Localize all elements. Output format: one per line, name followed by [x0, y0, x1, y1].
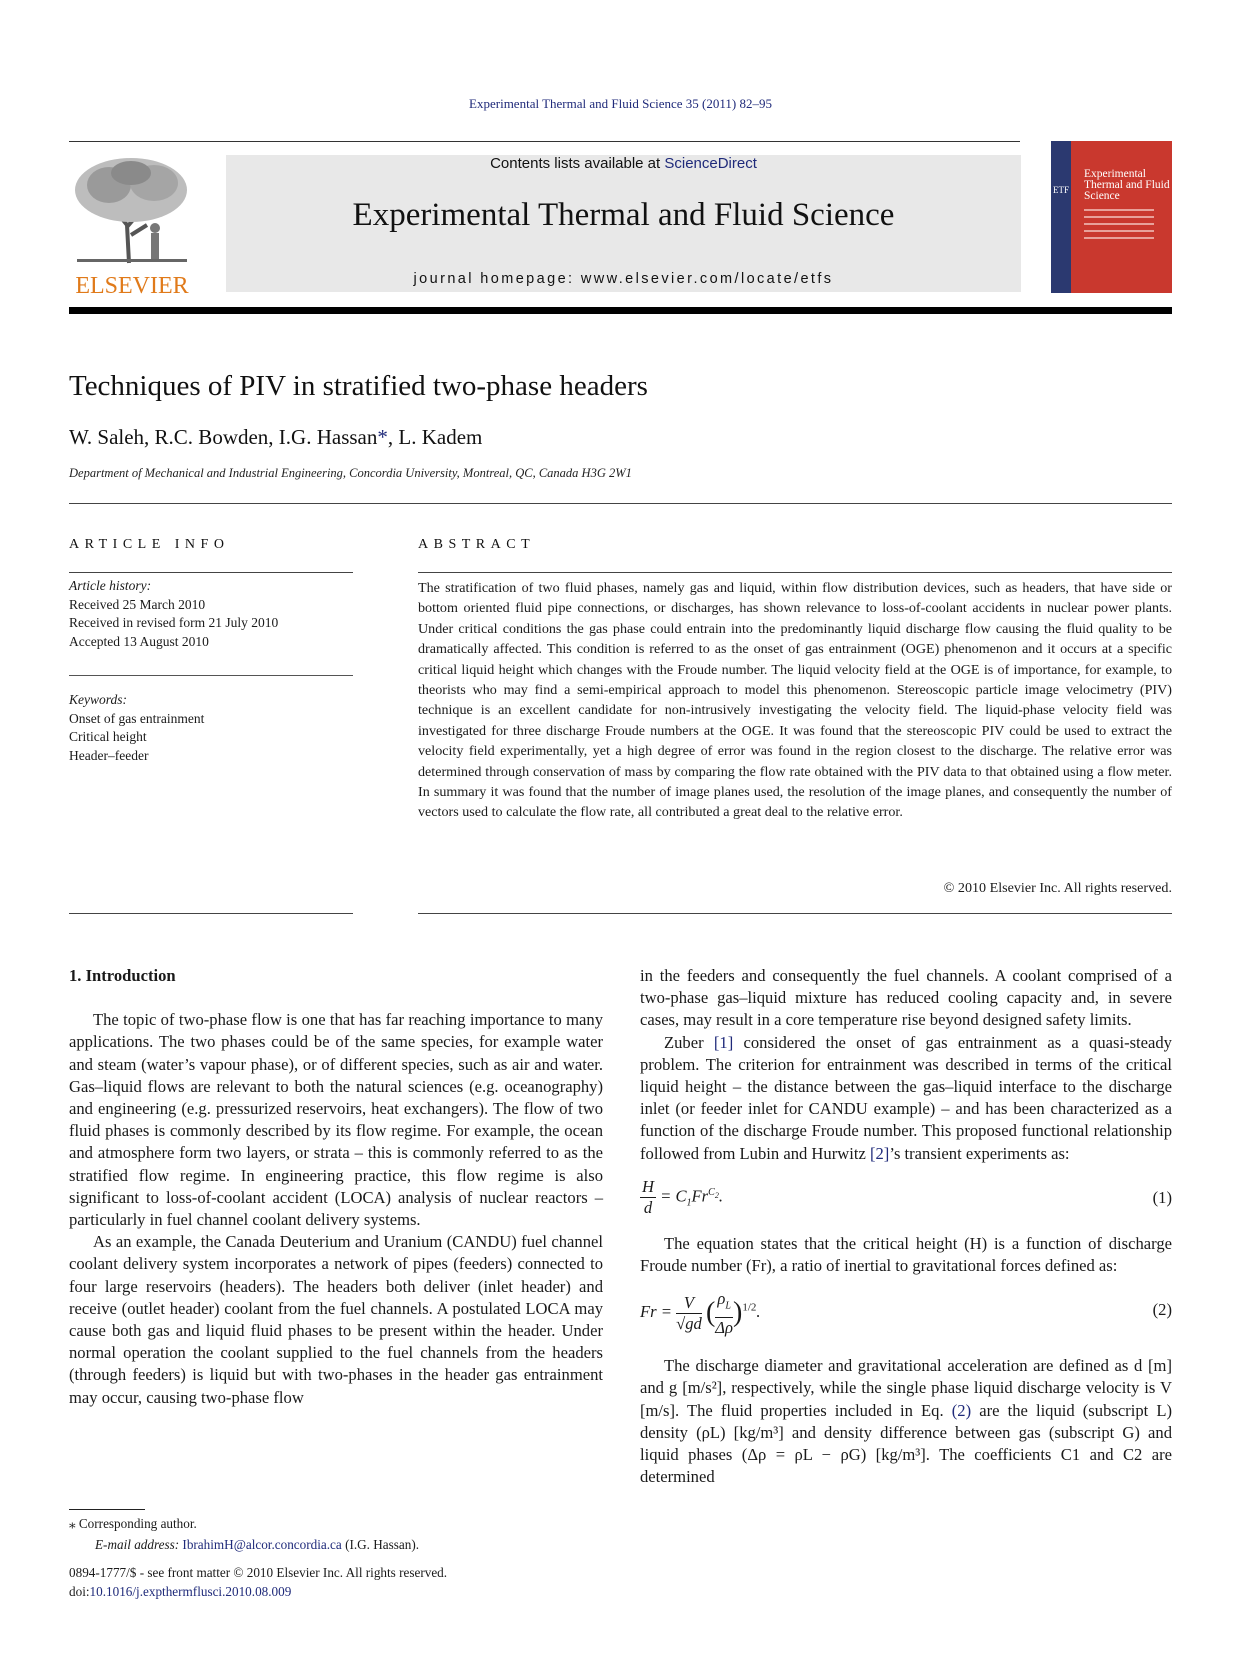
sciencedirect-link[interactable]: ScienceDirect	[664, 155, 757, 172]
equation-1	[640, 1171, 1172, 1227]
history-label: Article history:	[69, 578, 152, 593]
corresponding-author-note: ⁎ Corresponding author.	[69, 1516, 197, 1531]
footnote-rule	[69, 1509, 145, 1510]
authors-last: , L. Kadem	[387, 425, 483, 449]
journal-citation: Experimental Thermal and Fluid Science 35 (2011) 82–95	[469, 96, 772, 111]
history-revised: Received in revised form 21 July 2010	[69, 615, 279, 630]
abstract-text: The stratification of two fluid phases, namely gas and liquid, within flow distribution devices, such as headers, that have side or bottom oriented fluid pipe connections, or discharges, has shown relevance to loss-of-coolant accidents in nuclear power plants. Under critical conditions the gas phase could entrain into the predominantly liquid discharge flow causing the fluid quality to be dramatically affected. This condition is referred to as the onset of gas entrainment (OGE) phenomenon and it occurs at a specific critical liquid height which changes with the Froude number. The liquid velocity field at the OGE is of importance, for example, to theorists who may find a semi-empirical approach to model this phenomenon. Stereoscopic particle image velocimetry (PIV) technique is an excellent candidate for non-intrusively investigating the velocity field. The liquid-phase velocity field was investigated for three discharge Froude numbers at the OGE. It was found that the stereoscopic PIV could be used to extract the velocity field experimentally, yet a high degree of error was found in the region closest to the discharge. The relative error was determined through conservation of mass by comparing the flow rate obtained with the PIV data to that obtained using a flow meter. In summary it was found that the number of image planes used, the resolution of the image planes, and consequently the number of vectors used to calculate the flow rate, all contributed a great deal to the relative error.	[418, 580, 1172, 821]
paragraph: As an example, the Canada Deuterium and Uranium (CANDU) fuel channel coolant delivery system incorporates a network of pipes (feeders) connected to four large reservoirs (headers). The headers both deliver (inlet header) and receive (outlet header) coolant from the fuel channels. A postulated LOCA may cause both gas and liquid fluid phases to be present within the header. Under normal operation the coolant supplied to the fuel channels from the headers (through feeders) is liquid but with two-phases in the header gas entrainment may occur, causing two-phase flow	[69, 1232, 603, 1407]
history-accepted: Accepted 13 August 2010	[69, 633, 209, 649]
email-suffix: (I.G. Hassan).	[341, 1537, 420, 1552]
keyword-item: Onset of gas entrainment	[69, 710, 205, 726]
email-label: E-mail address:	[95, 1537, 183, 1552]
equation-2-formula: Fr = $\frac{V}{√gd}$ ( $\frac{\rho_L}{\Delta\rho}$ )$^{1/2}$.	[640, 1289, 761, 1337]
paragraph	[640, 1355, 1172, 1488]
affiliation: Department of Mechanical and Industrial Engineering, Concordia University, Montreal, QC, Canada H3G 2W1	[69, 466, 632, 480]
footnote	[69, 1513, 419, 1555]
section-heading: 1. Introduction	[69, 966, 176, 985]
paragraph: The topic of two-phase flow is one that has far reaching importance to many applications. The two phases could be of the same species, for example water and steam (water’s vapour phase), or of different species, such as air and water. Gas–liquid flows are relevant to both the natural sciences (e.g. oceanography) and engineering (e.g. pressurized reservoirs, heat exchangers). The flow of two fluid phases is commonly described by its flow regime. For example, the ocean and atmosphere form two layers, or strata – this is commonly referred to as the stratified flow regime. In engineering practice, this flow regime is also significant to loss-of-coolant accident (LOCA) analysis of nuclear reactors – particularly in fuel channel coolant delivery systems.	[69, 1010, 603, 1230]
journal-homepage[interactable]: journal homepage: www.elsevier.com/locate/etfs	[413, 271, 834, 287]
cover-acronym: ETF	[1053, 185, 1070, 195]
contents-available	[226, 155, 1021, 172]
contents-prefix: Contents lists available at	[490, 155, 665, 172]
corresponding-author-mark[interactable]: *	[377, 425, 388, 449]
doi-link[interactable]: 10.1016/j.expthermflusci.2010.08.009	[89, 1583, 292, 1599]
email-link[interactable]: IbrahimH@alcor.concordia.ca	[182, 1537, 342, 1552]
abstract-copyright: © 2010 Elsevier Inc. All rights reserved.	[943, 880, 1172, 896]
cover-text-lines	[1084, 209, 1154, 244]
doi-line	[69, 1583, 447, 1602]
authors-first: W. Saleh, R.C. Bowden, I.G. Hassan	[69, 425, 378, 449]
equation-1-formula: $\frac{H}{d}$ = $C_1Fr^{C_2}$.	[642, 1176, 723, 1217]
issn-line: 0894-1777/$ - see front matter © 2010 Elsevier Inc. All rights reserved.	[69, 1565, 448, 1580]
article-title: Techniques of PIV in stratified two-phase headers	[69, 370, 648, 402]
keyword-item: Critical height	[69, 729, 147, 744]
author-list	[69, 425, 482, 450]
article-history	[69, 577, 353, 651]
elsevier-wordmark: ELSEVIER	[75, 273, 189, 296]
keywords-label: Keywords:	[69, 692, 127, 707]
text-run: Zuber	[664, 1032, 714, 1052]
email-line	[69, 1534, 419, 1555]
journal-title: Experimental Thermal and Fluid Science	[352, 197, 895, 233]
journal-cover-thumbnail	[1051, 141, 1172, 293]
header-thick-rule	[69, 307, 1172, 314]
equation-number: (1)	[1152, 1187, 1172, 1207]
paragraph	[640, 1032, 1172, 1165]
text-run: are the liquid (subscript L) density (ρL) [kg/m³] and density difference between gas (subscript G) and liquid phases (Δρ = ρL − ρG) [kg/m³]. The coefficients C1 and C2 are determined	[640, 1400, 1172, 1487]
abstract-rule	[418, 572, 1172, 573]
front-matter	[69, 1564, 447, 1601]
elsevier-tree-icon	[69, 155, 195, 296]
text-run: considered the onset of gas entrainment as a quasi-steady problem. The criterion for entrainment was described in terms of the critical liquid height – the distance between the gas–liquid interface to the discharge inlet (or feeder inlet for CANDU example) – and has been characterized as a function of the discharge Froude number. This proposed functional relationship followed from Lubin and Hurwitz	[640, 1032, 1172, 1163]
text-run: The discharge diameter and gravitational acceleration are defined as d [m] and g [m/s²], respectively, while the single phase liquid discharge velocity is V [m/s]. The fluid properties included in Eq.	[640, 1356, 1172, 1420]
body-column-right	[640, 965, 1172, 1488]
keywords-block	[69, 691, 353, 765]
equation-number: (2)	[1152, 1300, 1172, 1320]
equation-2	[640, 1283, 1172, 1349]
affiliation-rule	[69, 503, 1172, 504]
text-run: ’s transient experiments as:	[889, 1143, 1070, 1163]
history-received: Received 25 March 2010	[69, 596, 206, 612]
reference-link[interactable]: [1]	[713, 1032, 734, 1052]
paragraph: The equation states that the critical height (H) is a function of discharge Froude number (Fr), a ratio of inertial to gravitational forces defined as:	[640, 1233, 1172, 1276]
cover-title: Experimental Thermal and Fluid Science	[1084, 168, 1170, 202]
body-column-left	[69, 965, 603, 1409]
cover-strip	[1051, 141, 1071, 293]
abstract-bottom-rule	[418, 913, 1172, 914]
equation-link[interactable]: (2)	[951, 1400, 972, 1420]
journal-banner	[226, 155, 1021, 292]
keyword-item: Header–feeder	[69, 747, 149, 763]
doi-prefix: doi:	[69, 1583, 90, 1599]
paragraph: in the feeders and consequently the fuel channels. A coolant comprised of a two-phase gas–liquid mixture has reduced cooling capacity and, in severe cases, may result in a core temperature rise beyond designed safety limits.	[640, 966, 1172, 1030]
elsevier-logo	[69, 155, 195, 296]
header-rule	[69, 141, 1020, 142]
article-info-heading: ARTICLE INFO	[69, 537, 230, 552]
reference-link[interactable]: [2]	[869, 1143, 890, 1163]
article-info-rule	[69, 572, 353, 573]
history-rule	[69, 675, 353, 676]
article-info-bottom-rule	[69, 913, 353, 914]
abstract-heading: ABSTRACT	[418, 537, 536, 552]
